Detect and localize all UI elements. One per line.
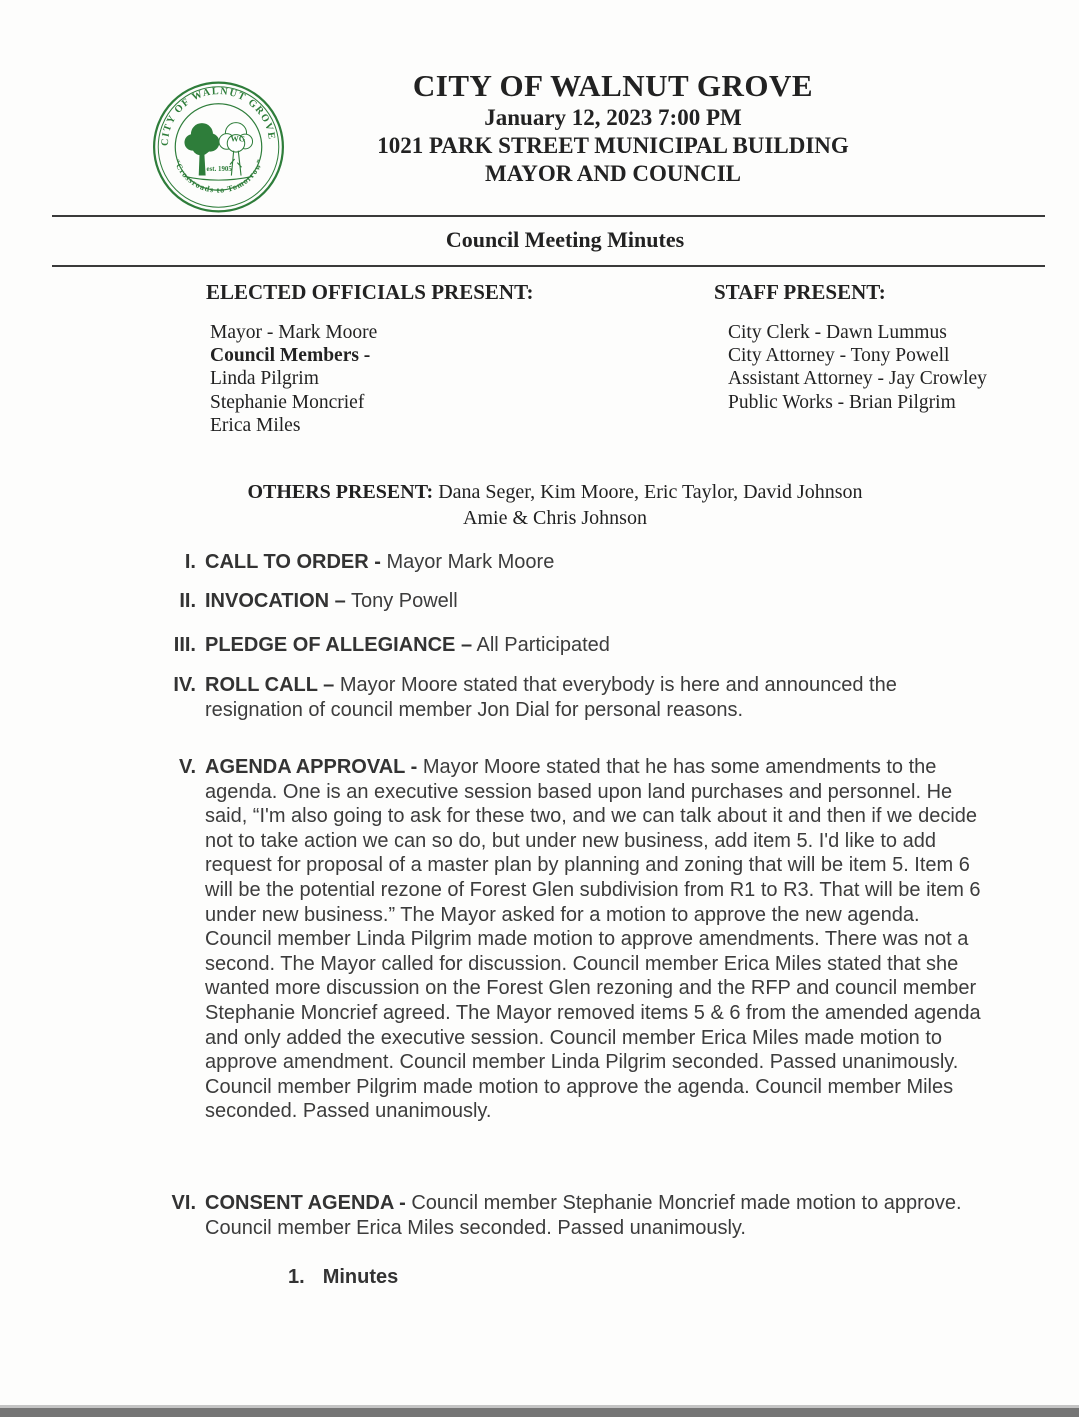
staff-present-list [728,321,987,414]
agenda-item-pledge [173,633,983,658]
seal-est-text: est. 1905 [206,165,232,173]
item-title: AGENDA APPROVAL - [205,756,418,778]
item-numeral: V. [178,756,196,778]
others-present-label: OTHERS PRESENT: [247,481,434,503]
item-numeral: III. [173,634,196,656]
item-title: CALL TO ORDER - [205,551,381,573]
subitem-label: Minutes [322,1266,399,1288]
seal-text-top: CITY OF WALNUT GROVE [159,86,278,147]
item-body-paragraph-2: Council member Pilgrim made motion to approve the agenda. Council member Miles seconded. Passed unanimously. [205,1075,954,1123]
item-body: Council member Stephanie Moncrief made motion to approve. Council member Erica Miles seconded. Passed unanimously. [205,1192,962,1239]
others-present-line1: OTHERS PRESENT: Dana Seger, Kim Moore, Eric Taylor, David Johnson [247,481,863,503]
elected-officials-list [210,321,377,437]
others-present [205,480,905,531]
agenda-item-call-to-order [184,550,983,575]
list-item: Council Members - [210,345,371,367]
horizontal-rule-top [52,215,1045,217]
agenda-item-roll-call [173,673,983,722]
agenda-item-consent-agenda [171,1191,983,1240]
others-present-line2: Amie & Chris Johnson [463,506,647,529]
list-item: Erica Miles [210,414,301,436]
item-numeral: VI. [171,1192,196,1214]
meeting-address: 1021 PARK STREET MUNICIPAL BUILDING [377,133,849,158]
item-numeral: I. [184,551,196,573]
item-title: PLEDGE OF ALLEGIANCE – [205,634,473,656]
item-title: ROLL CALL – [205,674,335,696]
list-item: Linda Pilgrim [210,368,319,390]
scan-edge-shadow [0,1408,1079,1417]
staff-present-heading: STAFF PRESENT: [714,280,886,304]
list-item: Stephanie Moncrief [210,391,365,413]
document-title: Council Meeting Minutes [445,227,685,252]
item-body: All Participated [476,634,610,656]
agenda-item-invocation [179,589,983,614]
meeting-body-name: MAYOR AND COUNCIL [485,161,741,186]
horizontal-rule-bottom [52,265,1045,267]
meeting-datetime: January 12, 2023 7:00 PM [484,105,742,130]
item-title: INVOCATION – [205,590,346,612]
item-numeral: IV. [173,674,196,696]
item-title: CONSENT AGENDA - [205,1192,406,1214]
list-item: City Attorney - Tony Powell [728,345,950,367]
agenda-item-agenda-approval [178,755,983,1124]
item-body: Mayor Mark Moore [386,551,555,573]
list-item: City Clerk - Dawn Lummus [728,322,947,343]
list-item: Mayor - Mark Moore [210,322,378,343]
item-body: Mayor Moore stated that he has some amendments to the agenda. One is an executive session based upon land purchases and personnel. He said, “I'm also going to ask for these two, and we can talk about it and then if we decide not to take action we can so do, but under new business, add item 5. I'd like to add request for proposal of a master plan by planning and zoning that will be item 5. Item 6 will be the potential rezone of Forest Glen subdivision from R1 to R3. That will be item 6 under new business.” The Mayor asked for a motion to approve the new agenda. Council member Linda Pilgrim made motion to approve amendments. There was not a second. The Mayor called for discussion. Council member Erica Miles stated that she wanted more discussion on the Forest Glen rezoning and the RFP and council member Stephanie Moncrief agreed. The Mayor removed items 5 & 6 from the amended agenda and only added the executive session. Council member Erica Miles made motion to approve amendment. Council member Linda Pilgrim seconded. Passed unanimously. [205,756,981,1074]
seal-monogram: WG [230,134,246,144]
list-item: Assistant Attorney - Jay Crowley [728,368,987,390]
consent-subitem-minutes [288,1266,398,1289]
seal-text-bottom: “Crossroads to Tomorrow” [172,157,266,195]
item-numeral: II. [179,590,196,612]
item-body: Tony Powell [350,590,458,612]
page-title: CITY OF WALNUT GROVE [412,68,814,103]
elected-officials-heading: ELECTED OFFICIALS PRESENT: [206,280,534,304]
list-item: Public Works - Brian Pilgrim [728,391,956,413]
item-body: Mayor Moore stated that everybody is here and announced the resignation of council member Jon Dial for personal reasons. [205,674,897,721]
letterhead [263,68,963,188]
subitem-number: 1. [288,1266,305,1288]
